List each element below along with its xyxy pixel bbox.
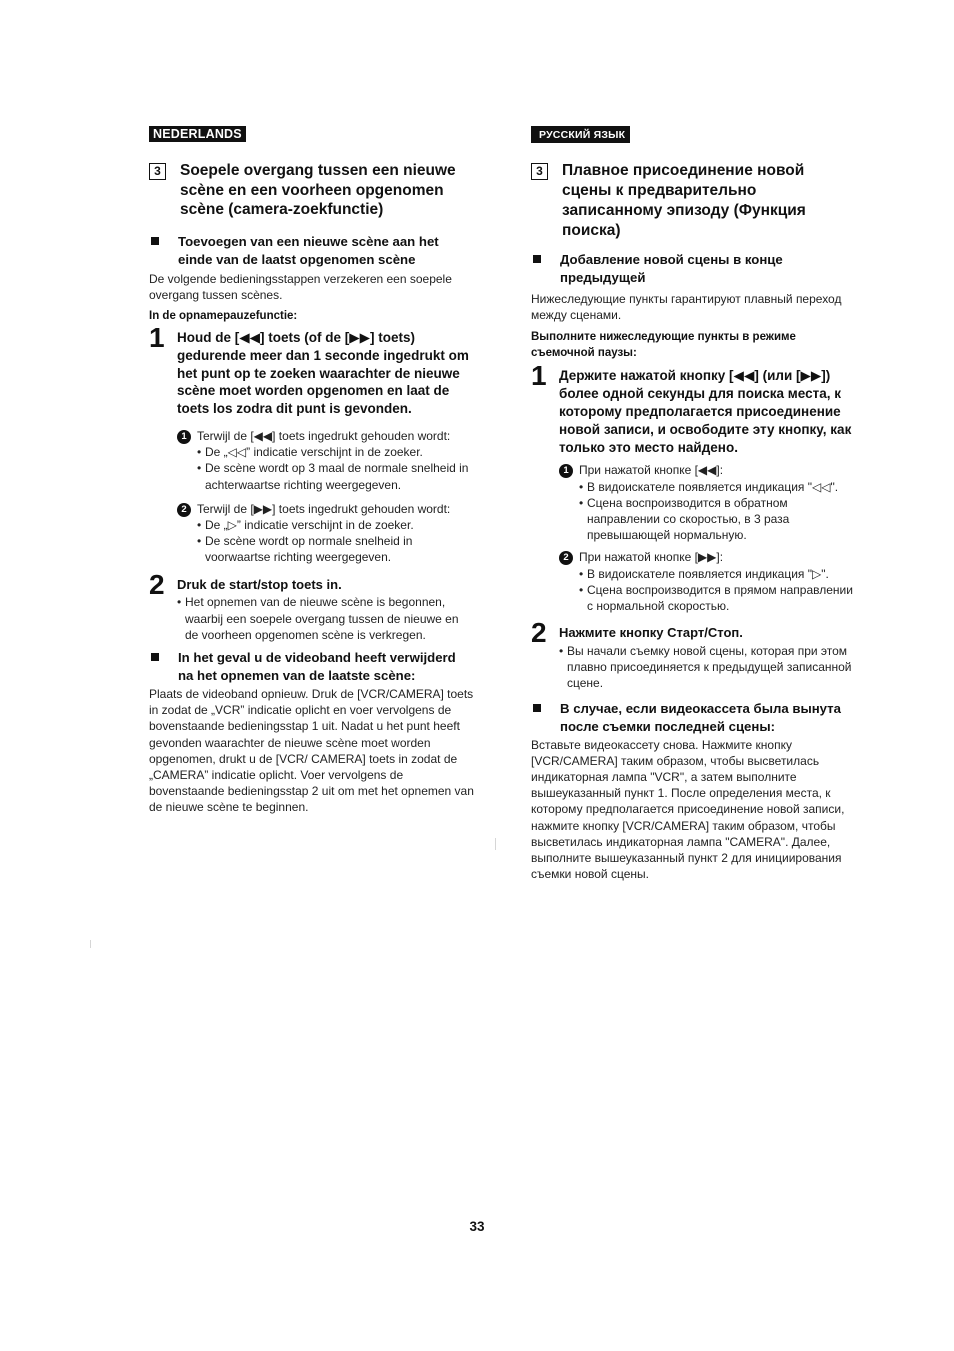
list-item: • Сцена воспроизводится в прямом направлении с нормальной скоростью. [579, 582, 853, 614]
step-text: Houd de [◀◀] toets (of de [▶▶] toets) gedurende meer dan 1 seconde ingedrukt om het punt op te zoeken waarachter de nieuwe scène moet worden opgenomen en laat de toets los zodra dit punt is gevonden. [177, 329, 469, 417]
square-bullet-icon [533, 704, 541, 712]
russian-column [531, 125, 856, 882]
substep-1 [559, 462, 856, 543]
square-bullet-icon [151, 653, 159, 661]
substep-text: При нажатой кнопке [◀◀]: [579, 463, 724, 478]
subheading-text: Toevoegen van een nieuwe scène aan het einde van de laatst opgenomen scène [178, 233, 439, 267]
substep-text: Terwijl de [▶▶] toets ingedrukt gehouden wordt: [197, 501, 451, 516]
step-text: Druk de start/stop toets in. [177, 576, 342, 592]
step-number: 1 [149, 321, 165, 353]
subheading-add-scene [531, 251, 856, 287]
step-text: Держите нажатой кнопку [◀◀] (или [▶▶]) более одной секунды для поиска места, к которому предполагается присоединение новой записи, и освободите эту кнопку, как только это место найдено. [559, 368, 852, 455]
intro-text: Нижеследующие пункты гарантируют плавный переход между сценами. [531, 292, 842, 323]
mode-label: In de opnamepauzefunctie: [149, 309, 298, 322]
language-tag: NEDERLANDS [149, 126, 246, 142]
section-title: Soepele overgang tussen een nieuwe scène en een voorheen opgenomen scène (camera-zoekfunctie) [180, 162, 456, 218]
square-bullet-icon [151, 237, 159, 245]
section-number-box: 3 [149, 163, 166, 180]
circled-number-icon: 2 [177, 503, 191, 517]
circled-number-icon: 1 [177, 430, 191, 444]
final-text: Вставьте видеокассету снова. Нажмите кнопку [VCR/CAMERA] таким образом, чтобы высветилась индикаторная лампа "VCR", а затем выполните вышеуказанный пункт 1. После определения места, к которому предполагается присоединение новой записи, нажмите кнопку [VCR/CAMERA] таким образом, чтобы высветилась индикаторная лампа "CAMERA". Далее, выполните вышеуказанный пункт 2 для инициирования съемки новой сцены. [531, 737, 845, 882]
dutch-column [149, 125, 474, 816]
section-heading [531, 161, 856, 241]
circled-number-icon: 1 [559, 464, 573, 478]
subheading-text: In het geval u de videoband heeft verwijderd na het opnemen van de laatste scène: [178, 649, 456, 683]
section-heading [149, 161, 474, 220]
scan-mark [495, 838, 496, 850]
square-bullet-icon [533, 255, 541, 263]
list-item: • Сцена воспроизводится в обратном направлении со скоростью, в 3 раза превышающей нормальную. [579, 495, 790, 543]
section-title: Плавное присоединение новой сцены к предварительно записанному эпизоду (Функция поиска) [562, 162, 806, 239]
step-2 [531, 617, 856, 691]
mode-label: Выполните нижеследующие пункты в режиме съемочной паузы: [531, 331, 796, 360]
scan-mark [90, 940, 91, 948]
step-number: 1 [531, 360, 547, 392]
step-number: 2 [149, 568, 165, 600]
circled-number-icon: 2 [559, 551, 573, 565]
substep-2 [559, 549, 856, 614]
section-number-box: 3 [531, 163, 548, 180]
list-item: • De „▷” indicatie verschijnt in de zoeker. [197, 517, 414, 532]
subheading-removed-tape [149, 649, 474, 685]
step-2 [149, 568, 474, 643]
subheading-text: Добавление новой сцены в конце предыдущей [560, 252, 783, 285]
step-1 [531, 360, 856, 614]
list-item: • Вы начали съемку новой сцены, которая при этом плавно присоединяется к предыдущей записанной сцене. [559, 644, 852, 691]
list-item: • Het opnemen van de nieuwe scène is begonnen, waarbij een soepele overgang tussen de nieuwe en de voorheen opgenomen scène is verkregen. [177, 595, 459, 642]
subheading-text: В случае, если видеокассета была вынута после съемки последней сцены: [560, 700, 841, 734]
subheading-add-scene [149, 233, 474, 269]
substep-text: При нажатой кнопке [▶▶]: [579, 550, 724, 565]
intro-text: De volgende bedieningsstappen verzekeren een soepele overgang tussen scènes. [149, 271, 452, 302]
list-item: • De scène wordt op 3 maal de normale snelheid in achterwaartse richting weergegeven. [197, 461, 469, 492]
page-number: 33 [469, 1219, 485, 1234]
list-item: • В видоискателе появляется индикация "◁◁". [579, 479, 839, 494]
substep-1 [177, 428, 474, 493]
final-text: Plaats de videoband opnieuw. Druk de [VCR/CAMERA] toets in zodat de „VCR” indicatie oplicht en voer vervolgens de bovenstaande bedieningsstap 1 uit. Nadat u het punt heeft gevonden waarachter de nieuwe scène moet worden opgenomen, drukt u de [VCR/ CAMERA] toets in zodat de „CAMERA” indicatie oplicht. Voer vervolgens de bovenstaande bedieningsstap 2 uit om met het opnemen van de nieuwe scène te beginnen. [149, 686, 474, 815]
step-number: 2 [531, 617, 547, 649]
substep-text: Terwijl de [◀◀] toets ingedrukt gehouden wordt: [197, 428, 451, 443]
step-text: Нажмите кнопку Старт/Стоп. [559, 625, 743, 641]
subheading-removed-tape [531, 700, 856, 736]
list-item: • В видоискателе появляется индикация "▷". [579, 566, 829, 581]
step-1 [149, 321, 474, 566]
language-tag: РУССКИЙ ЯЗЫК [531, 126, 630, 143]
substep-2 [177, 501, 474, 566]
list-item: • De „◁◁” indicatie verschijnt in de zoeker. [197, 445, 423, 460]
list-item: • De scène wordt op normale snelheid in voorwaartse richting weergegeven. [197, 534, 413, 565]
